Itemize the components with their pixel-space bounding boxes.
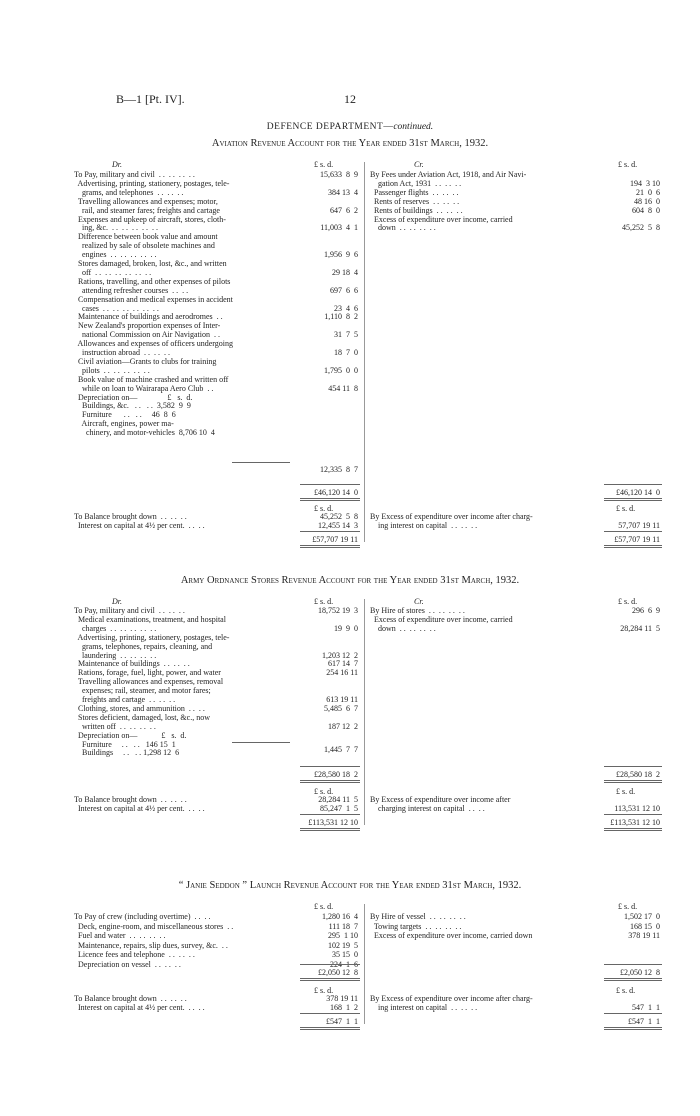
credit-amount: 1,502 17 0: [624, 912, 660, 921]
credit-item: down . . . . . . . .: [370, 223, 436, 233]
grand-total-rule: [300, 814, 360, 815]
debit-amount: 23 4 6: [334, 303, 358, 313]
debit-amount: 454 11 8: [328, 383, 358, 393]
grand-total: £57,707 19 11: [312, 535, 358, 544]
total-double-rule: [604, 978, 662, 981]
total-rule: [300, 766, 360, 767]
debit-amount: 187 12 2: [328, 721, 358, 731]
grand-total-rule: [300, 531, 360, 532]
debit-item: charges . . . . . . . . . .: [74, 623, 157, 633]
debit-item: To Pay, military and civil . . . . . . . .: [74, 170, 195, 179]
total-double-rule: [604, 780, 662, 783]
aviation-revenue-account: [0, 138, 700, 546]
depreciation-total: 12,335 8 7: [320, 465, 358, 474]
debit-item: Furniture . . . . 146 15 1: [74, 739, 176, 749]
debit-item: rail, and steamer fares; freights and cartage: [74, 205, 220, 215]
debit-amount: 31 7 5: [334, 330, 358, 340]
debit-item: New Zealand's proportion expenses of Inter-: [74, 321, 221, 331]
balance-debit-amount: 85,247 1 5: [320, 804, 358, 813]
debit-item: Depreciation on vessel . . . . . .: [74, 960, 181, 969]
currency-header-balance: £ s. d.: [314, 504, 334, 513]
grand-total: £547 1 1: [326, 1017, 358, 1026]
debit-item: grams, and telephones . . . . . .: [74, 187, 184, 197]
credit-label: Cr.: [414, 597, 424, 606]
total-rule: [604, 484, 662, 485]
debit-item: Depreciation on— £ s. d.: [74, 392, 193, 402]
balance-credit-item: By Excess of expenditure over income after: [370, 795, 511, 804]
debit-item: instruction abroad . . . . . .: [74, 348, 170, 357]
debit-item: chinery, and motor-vehicles 8,706 10 4: [74, 428, 215, 438]
credit-item: Towing targets . . . . . . . .: [370, 921, 462, 931]
debit-item: Deck, engine-room, and miscellaneous stores . .: [74, 921, 234, 931]
balance-credit-amount: 547 1 1: [632, 1003, 660, 1012]
debit-label: Dr.: [112, 160, 123, 169]
continued-label: continued.: [393, 122, 434, 132]
debit-item: Depreciation on— £ s. d.: [74, 730, 187, 740]
depreciation-rule: [232, 742, 290, 743]
debit-item: Clothing, stores, and ammunition . . . .: [74, 703, 205, 713]
balance-debit-item: Interest on capital at 4½ per cent. . . . .: [74, 1003, 205, 1012]
currency-header-left: £ s. d.: [314, 902, 334, 911]
debit-item: pilots . . . . . . . . . .: [74, 365, 150, 375]
total-double-rule: [300, 780, 360, 783]
credit-item: down . . . . . . . .: [370, 623, 436, 633]
debit-item: To Pay, military and civil . . . . . .: [74, 606, 185, 615]
debit-item: Expenses and upkeep of aircraft, stores, cloth-: [74, 214, 226, 224]
grand-total: £113,531 12 10: [610, 818, 660, 827]
debit-amount: 647 6 2: [330, 205, 358, 215]
credit-amount: 48 16 0: [634, 196, 660, 206]
account-total: £28,580 18 2: [616, 770, 660, 779]
page-number: 12: [344, 92, 356, 106]
grand-total-rule: [604, 1013, 662, 1014]
debit-item: national Commission on Air Navigation . .: [74, 330, 220, 340]
total-double-rule: [300, 978, 360, 981]
credit-item: Rents of buildings . . . . . .: [370, 205, 463, 215]
credit-item: Rents of reserves . . . . . .: [370, 196, 460, 206]
balance-credit-item: charging interest on capital . . . .: [370, 804, 485, 813]
grand-total-rule: [604, 814, 662, 815]
grand-total-rule: [300, 1013, 360, 1014]
credit-amount: 604 8 0: [632, 205, 660, 215]
debit-item: Maintenance of buildings and aerodromes . .: [74, 312, 223, 322]
debit-item: expenses; rail, steamer, and motor fares;: [74, 686, 211, 696]
debit-item: Maintenance of buildings . . . . . .: [74, 659, 190, 669]
grand-total: £113,531 12 10: [308, 818, 358, 827]
balance-credit-item: By Excess of expenditure over income after charg-: [370, 994, 533, 1003]
credit-item: By Fees under Aviation Act, 1918, and Air Navi-: [370, 170, 527, 179]
debit-amount: 1,203 12 2: [322, 650, 358, 660]
debit-item: cases . . . . . . . . . . . .: [74, 303, 159, 313]
currency-header-balance: £ s. d.: [616, 986, 636, 995]
debit-item: Aircraft, engines, power ma-: [74, 419, 174, 429]
currency-header-right: £ s. d.: [618, 902, 638, 911]
credit-amount: 194 3 10: [630, 178, 660, 188]
credit-amount: 378 19 11: [628, 931, 660, 941]
debit-amount: 1,956 9 6: [324, 250, 358, 260]
debit-item: Buildings . . . . 1,298 12 6: [74, 748, 180, 758]
debit-item: Furniture . . . . 46 8 6: [74, 410, 176, 420]
balance-debit-item: To Balance brought down . . . . . .: [74, 512, 187, 521]
account-title: Army Ordnance Stores Revenue Account for the Year ended 31st March, 1932.: [180, 575, 520, 586]
grand-total-double-rule: [300, 545, 360, 548]
credit-label: Cr.: [414, 160, 424, 169]
debit-item: Advertising, printing, stationery, postages, tele-: [74, 632, 230, 642]
depreciation-rule: [232, 462, 290, 463]
balance-debit-amount: 28,284 11 5: [318, 795, 358, 804]
credit-item: Excess of expenditure over income, carried: [370, 214, 513, 224]
debit-amount: 35 15 0: [332, 950, 358, 960]
credit-item: By Hire of vessel . . . . . . . .: [370, 912, 466, 921]
credit-amount: 45,252 5 8: [622, 223, 660, 233]
total-double-rule: [300, 498, 360, 501]
debit-amount: 1,795 0 0: [324, 365, 358, 375]
debit-item: grams, telephones, repairs, cleaning, and: [74, 641, 213, 651]
total-double-rule: [604, 498, 662, 501]
column-divider: [364, 599, 365, 825]
currency-header-balance: £ s. d.: [314, 986, 334, 995]
debit-amount: 613 19 11: [326, 695, 358, 704]
grand-total-double-rule: [300, 1027, 360, 1030]
debit-item: ing, &c. . . . . . . . . . .: [74, 223, 158, 233]
department-heading: [0, 122, 700, 132]
grand-total: £547 1 1: [628, 1017, 660, 1026]
account-title: “ Janie Seddon ” Launch Revenue Account for the Year ended 31st March, 1932.: [178, 880, 522, 891]
credit-item: Excess of expenditure over income, carried down: [370, 931, 533, 941]
page-header: [0, 92, 700, 108]
account-total: £28,580 18 2: [314, 770, 358, 779]
grand-total-double-rule: [604, 828, 662, 831]
balance-debit-item: To Balance brought down . . . . . .: [74, 795, 187, 804]
balance-credit-item: ing interest on capital . . . . . .: [370, 1003, 478, 1012]
debit-item: Difference between book value and amount: [74, 232, 218, 242]
debit-item: Travelling allowances and expenses; motor,: [74, 196, 218, 206]
currency-header-right: £ s. d.: [618, 597, 638, 606]
currency-header-right: £ s. d.: [618, 160, 638, 169]
column-divider: [364, 904, 365, 1024]
debit-amount: 18 7 0: [334, 348, 358, 357]
currency-header-balance: £ s. d.: [616, 504, 636, 513]
account-total: £2,050 12 8: [318, 968, 358, 977]
debit-amount: 18,752 19 3: [318, 606, 358, 615]
account-total: £46,120 14 0: [314, 488, 358, 497]
army-ordnance-stores-revenue-account: [0, 575, 700, 829]
debit-item: To Pay of crew (including overtime) . . . .: [74, 912, 211, 921]
balance-debit-amount: 12,455 14 3: [318, 521, 358, 530]
currency-header-balance: £ s. d.: [314, 787, 334, 796]
balance-debit-item: Interest on capital at 4½ per cent. . . . .: [74, 521, 205, 530]
debit-amount: 617 14 7: [328, 659, 358, 669]
debit-amount: 1,280 16 4: [322, 912, 358, 921]
debit-item: off . . . . . . . . . . . .: [74, 267, 152, 277]
debit-item: Buildings, &c. . . . . 3,582 9 9: [74, 401, 191, 411]
debit-amount: 102 19 5: [328, 940, 358, 950]
depreciation-total: 1,445 7 7: [324, 745, 358, 754]
debit-item: Rations, forage, fuel, light, power, and water: [74, 668, 221, 678]
grand-total-double-rule: [300, 828, 360, 831]
credit-item: Passenger flights . . . . . .: [370, 187, 459, 197]
debit-amount: 384 13 4: [328, 187, 358, 197]
balance-credit-item: ing interest on capital . . . . . .: [370, 521, 478, 530]
debit-amount: 15,633 8 9: [320, 170, 358, 179]
janie-seddon-launch-revenue-account: [0, 880, 700, 1028]
debit-item: engines . . . . . . . . . .: [74, 250, 157, 260]
debit-amount: 19 9 0: [334, 623, 358, 633]
balance-debit-item: To Balance brought down . . . . . .: [74, 994, 187, 1003]
debit-amount: 111 18 7: [328, 921, 358, 931]
credit-amount: 28,284 11 5: [620, 623, 660, 633]
currency-header-balance: £ s. d.: [616, 787, 636, 796]
grand-total-double-rule: [604, 1027, 662, 1030]
debit-amount: 5,485 6 7: [324, 703, 358, 713]
department-name: DEFENCE DEPARTMENT—: [266, 122, 394, 132]
parliamentary-paper-reference: B—1 [Pt. IV].: [116, 92, 185, 106]
debit-item: Book value of machine crashed and written off: [74, 374, 229, 384]
balance-debit-amount: 378 19 11: [326, 994, 358, 1003]
grand-total-rule: [604, 531, 662, 532]
grand-total-double-rule: [604, 545, 662, 548]
debit-amount: 254 16 11: [326, 668, 358, 678]
debit-item: written off . . . . . . . .: [74, 721, 156, 731]
currency-header-left: £ s. d.: [314, 597, 334, 606]
debit-item: Rations, travelling, and other expenses of pilots: [74, 276, 231, 286]
debit-amount: 295 1 10: [328, 931, 358, 941]
balance-debit-amount: 45,252 5 8: [320, 512, 358, 521]
debit-item: Stores deficient, damaged, lost, &c., now: [74, 712, 210, 722]
debit-amount: 224 1 6: [330, 960, 358, 969]
total-rule: [300, 964, 360, 965]
debit-amount: 11,003 4 1: [320, 223, 358, 233]
grand-total: £57,707 19 11: [614, 535, 660, 544]
credit-item: Excess of expenditure over income, carried: [370, 614, 513, 624]
credit-amount: 168 15 0: [630, 921, 660, 931]
debit-item: realized by sale of obsolete machines and: [74, 241, 215, 251]
debit-item: Compensation and medical expenses in accident: [74, 294, 233, 304]
debit-amount: 29 18 4: [332, 267, 358, 277]
account-title: Aviation Revenue Account for the Year ended 31st March, 1932.: [211, 138, 489, 149]
debit-item: Travelling allowances and expenses, removal: [74, 677, 224, 687]
debit-item: laundering . . . . . . . .: [74, 650, 157, 660]
credit-amount: 21 0 6: [636, 187, 660, 197]
debit-amount: 1,110 8 2: [324, 312, 358, 322]
debit-amount: 697 6 6: [330, 285, 358, 295]
total-rule: [604, 964, 662, 965]
credit-item: By Hire of stores . . . . . . . .: [370, 606, 465, 615]
debit-item: Maintenance, repairs, slip dues, survey, &c. . .: [74, 940, 228, 950]
account-total: £46,120 14 0: [616, 488, 660, 497]
currency-header-left: £ s. d.: [314, 160, 334, 169]
credit-amount: 296 6 9: [632, 606, 660, 615]
balance-credit-item: By Excess of expenditure over income after charg-: [370, 512, 533, 521]
debit-item: while on loan to Wairarapa Aero Club . .: [74, 383, 214, 393]
debit-item: attending refresher courses . . . .: [74, 285, 189, 295]
debit-item: Medical examinations, treatment, and hospital: [74, 614, 226, 624]
debit-item: freights and cartage . . . . . .: [74, 695, 176, 704]
account-total: £2,050 12 8: [620, 968, 660, 977]
credit-item: gation Act, 1931 . . . . . .: [370, 178, 462, 188]
total-rule: [300, 484, 360, 485]
balance-credit-amount: 113,531 12 10: [614, 804, 660, 813]
debit-item: Advertising, printing, stationery, postages, tele-: [74, 178, 230, 188]
debit-item: Stores damaged, broken, lost, &c., and written: [74, 259, 227, 268]
total-rule: [604, 766, 662, 767]
debit-item: Civil aviation—Grants to clubs for training: [74, 356, 217, 366]
balance-debit-amount: 168 1 2: [330, 1003, 358, 1012]
debit-item: Licence fees and telephone . . . . . .: [74, 950, 195, 960]
debit-item: Allowances and expenses of officers undergoing: [74, 339, 233, 349]
debit-item: Fuel and water . . . . . . . .: [74, 931, 166, 941]
debit-label: Dr.: [112, 597, 123, 606]
column-divider: [364, 162, 365, 542]
balance-credit-amount: 57,707 19 11: [618, 521, 660, 530]
balance-debit-item: Interest on capital at 4½ per cent. . . . .: [74, 804, 205, 813]
